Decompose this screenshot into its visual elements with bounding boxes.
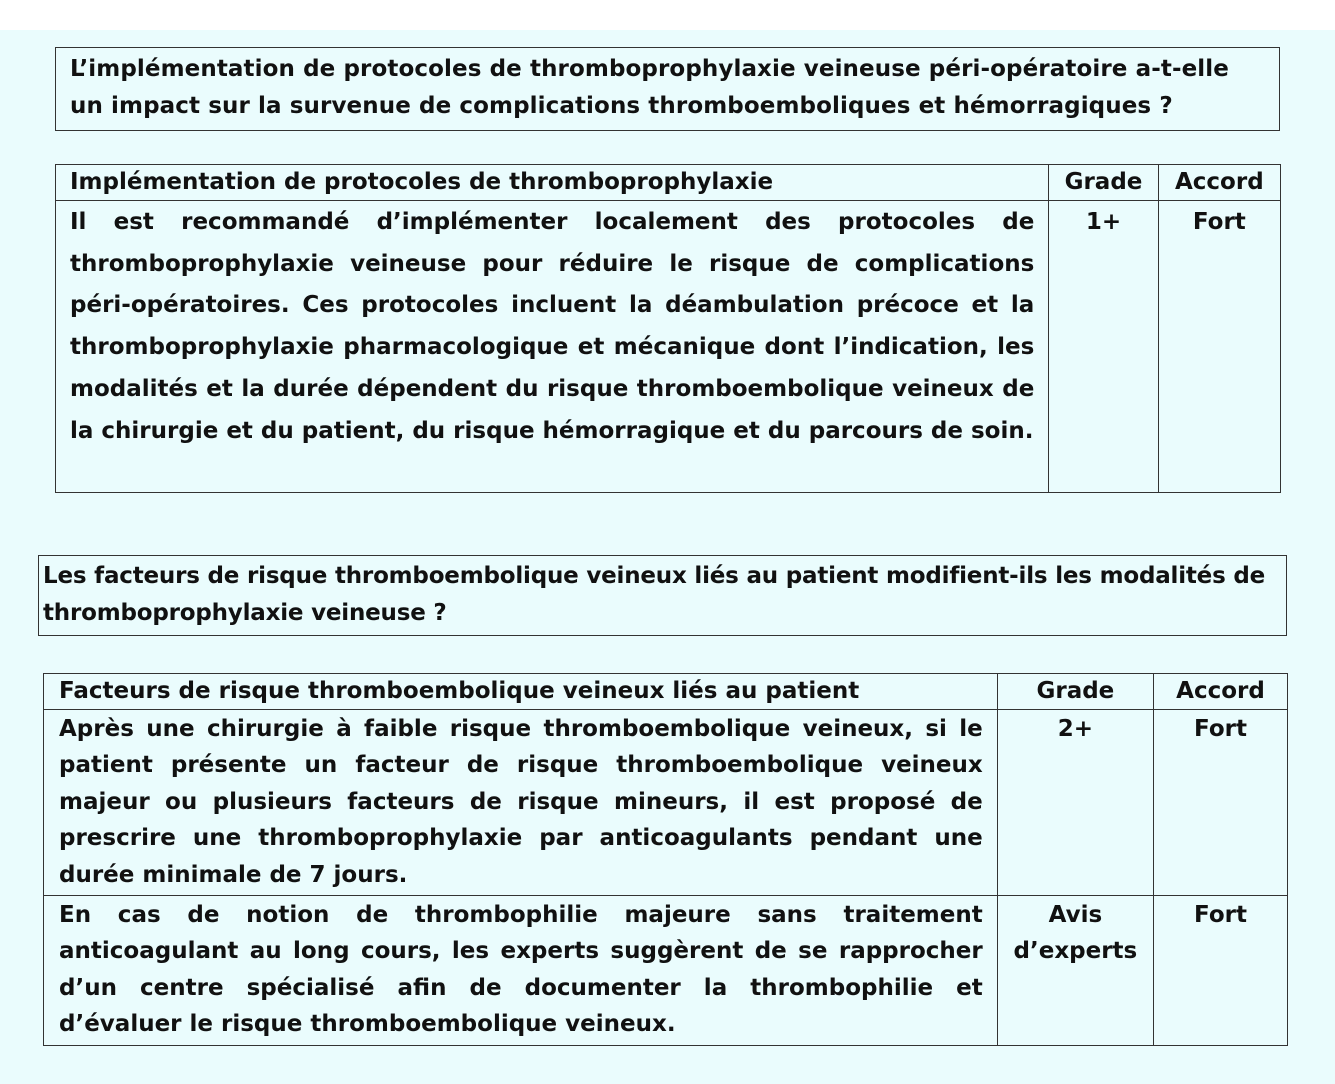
- recommendation-text: Après une chirurgie à faible risque thromboembolique veineux, si le patient présente un facteur de risque thromboembolique veineux majeur ou plusieurs facteurs de risque mineurs, il est proposé de prescrire une thromboprophylaxie par anticoagulants pendant une durée minimale de 7 jours.: [44, 710, 998, 896]
- question-2-box: [38, 555, 1287, 636]
- recommendation-text: Il est recommandé d’implémenter localement des protocoles de thromboprophylaxie veineuse pour réduire le risque de complications péri-opératoires. Ces protocoles incluent la déambulation précoce et la thromboprophylaxie pharmacologique et mécanique dont l’indication, les modalités et la durée dépendent du risque thromboembolique veineux de la chirurgie et du patient, du risque hémorragique et du parcours de soin.: [56, 201, 1049, 493]
- recommendation-table-1: [55, 164, 1281, 493]
- question-1-box: [55, 47, 1280, 131]
- table-2-header-grade: Grade: [997, 674, 1153, 710]
- recommendation-table-2: [43, 673, 1288, 1046]
- accord-value: Fort: [1154, 896, 1288, 1046]
- table-1-header-title: Implémentation de protocoles de thromboprophylaxie: [56, 165, 1049, 201]
- table-1-header-grade: Grade: [1049, 165, 1158, 201]
- table-1-header-accord: Accord: [1158, 165, 1280, 201]
- table-2-header-accord: Accord: [1154, 674, 1288, 710]
- question-1-text: L’implémentation de protocoles de thromboprophylaxie veineuse péri-opératoire a-t-elle un impact sur la survenue de complications thromboemboliques et hémorragiques ?: [70, 56, 1229, 119]
- table-header-row: [44, 674, 1288, 710]
- grade-value: 2+: [997, 710, 1153, 896]
- accord-value: Fort: [1158, 201, 1280, 493]
- table-row: [44, 896, 1288, 1046]
- recommendation-text: En cas de notion de thrombophilie majeure sans traitement anticoagulant au long cours, les experts suggèrent de se rapprocher d’un centre spécialisé afin de documenter la thrombophilie et d’évaluer le risque thromboembolique veineux.: [44, 896, 998, 1046]
- grade-value: Avis d’experts: [997, 896, 1153, 1046]
- table-row: [44, 710, 1288, 896]
- table-header-row: [56, 165, 1281, 201]
- accord-value: Fort: [1154, 710, 1288, 896]
- question-2-text: Les facteurs de risque thromboembolique veineux liés au patient modifient-ils les modalités de thromboprophylaxie veineuse ?: [43, 563, 1266, 626]
- table-2-header-title: Facteurs de risque thromboembolique veineux liés au patient: [44, 674, 998, 710]
- table-row: [56, 201, 1281, 493]
- grade-value: 1+: [1049, 201, 1158, 493]
